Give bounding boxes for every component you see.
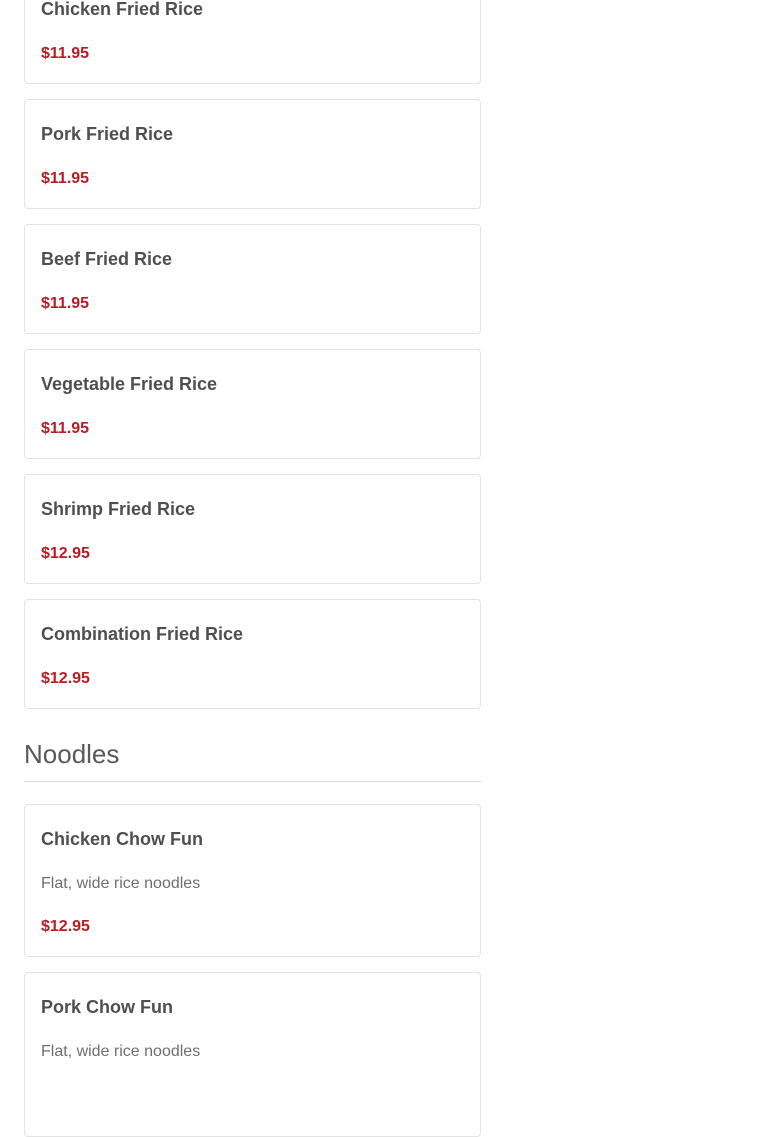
menu-item-name: Pork Chow Fun	[41, 997, 173, 1017]
menu-item-card-beef-fried-rice[interactable]	[24, 224, 481, 334]
menu-item-card-vegetable-fried-rice[interactable]	[24, 349, 481, 459]
menu-item-name: Beef Fried Rice	[41, 249, 173, 269]
menu-item-description: Flat, wide rice noodles	[41, 875, 201, 892]
menu-item-name: Shrimp Fried Rice	[41, 499, 196, 519]
menu-item-card-pork-fried-rice[interactable]	[24, 99, 481, 209]
menu-item-price: $12.95	[41, 670, 90, 687]
menu-item-price: $11.95	[41, 170, 90, 187]
section-title-noodles: Noodles	[24, 739, 481, 782]
menu-item-price: $11.95	[41, 420, 90, 437]
menu-item-name: Chicken Chow Fun	[41, 829, 203, 849]
menu-item-price: $12.95	[41, 918, 90, 935]
menu-item-card-chicken-chow-fun[interactable]	[24, 804, 481, 957]
menu-item-name: Chicken Fried Rice	[41, 0, 204, 19]
menu-item-price: $11.95	[41, 45, 90, 62]
menu-item-card-shrimp-fried-rice[interactable]	[24, 474, 481, 584]
menu-item-name: Vegetable Fried Rice	[41, 374, 218, 394]
menu-item-name: Pork Fried Rice	[41, 124, 174, 144]
menu-item-name: Combination Fried Rice	[41, 624, 244, 644]
menu-item-card-chicken-fried-rice[interactable]	[24, 0, 481, 84]
menu-item-description: Flat, wide rice noodles	[41, 1043, 201, 1060]
menu-item-card-pork-chow-fun[interactable]	[24, 972, 481, 1137]
menu-item-price: $11.95	[41, 295, 90, 312]
menu-item-price: $12.95	[41, 545, 90, 562]
menu-column	[24, 0, 481, 1137]
menu-item-card-combination-fried-rice[interactable]	[24, 599, 481, 709]
